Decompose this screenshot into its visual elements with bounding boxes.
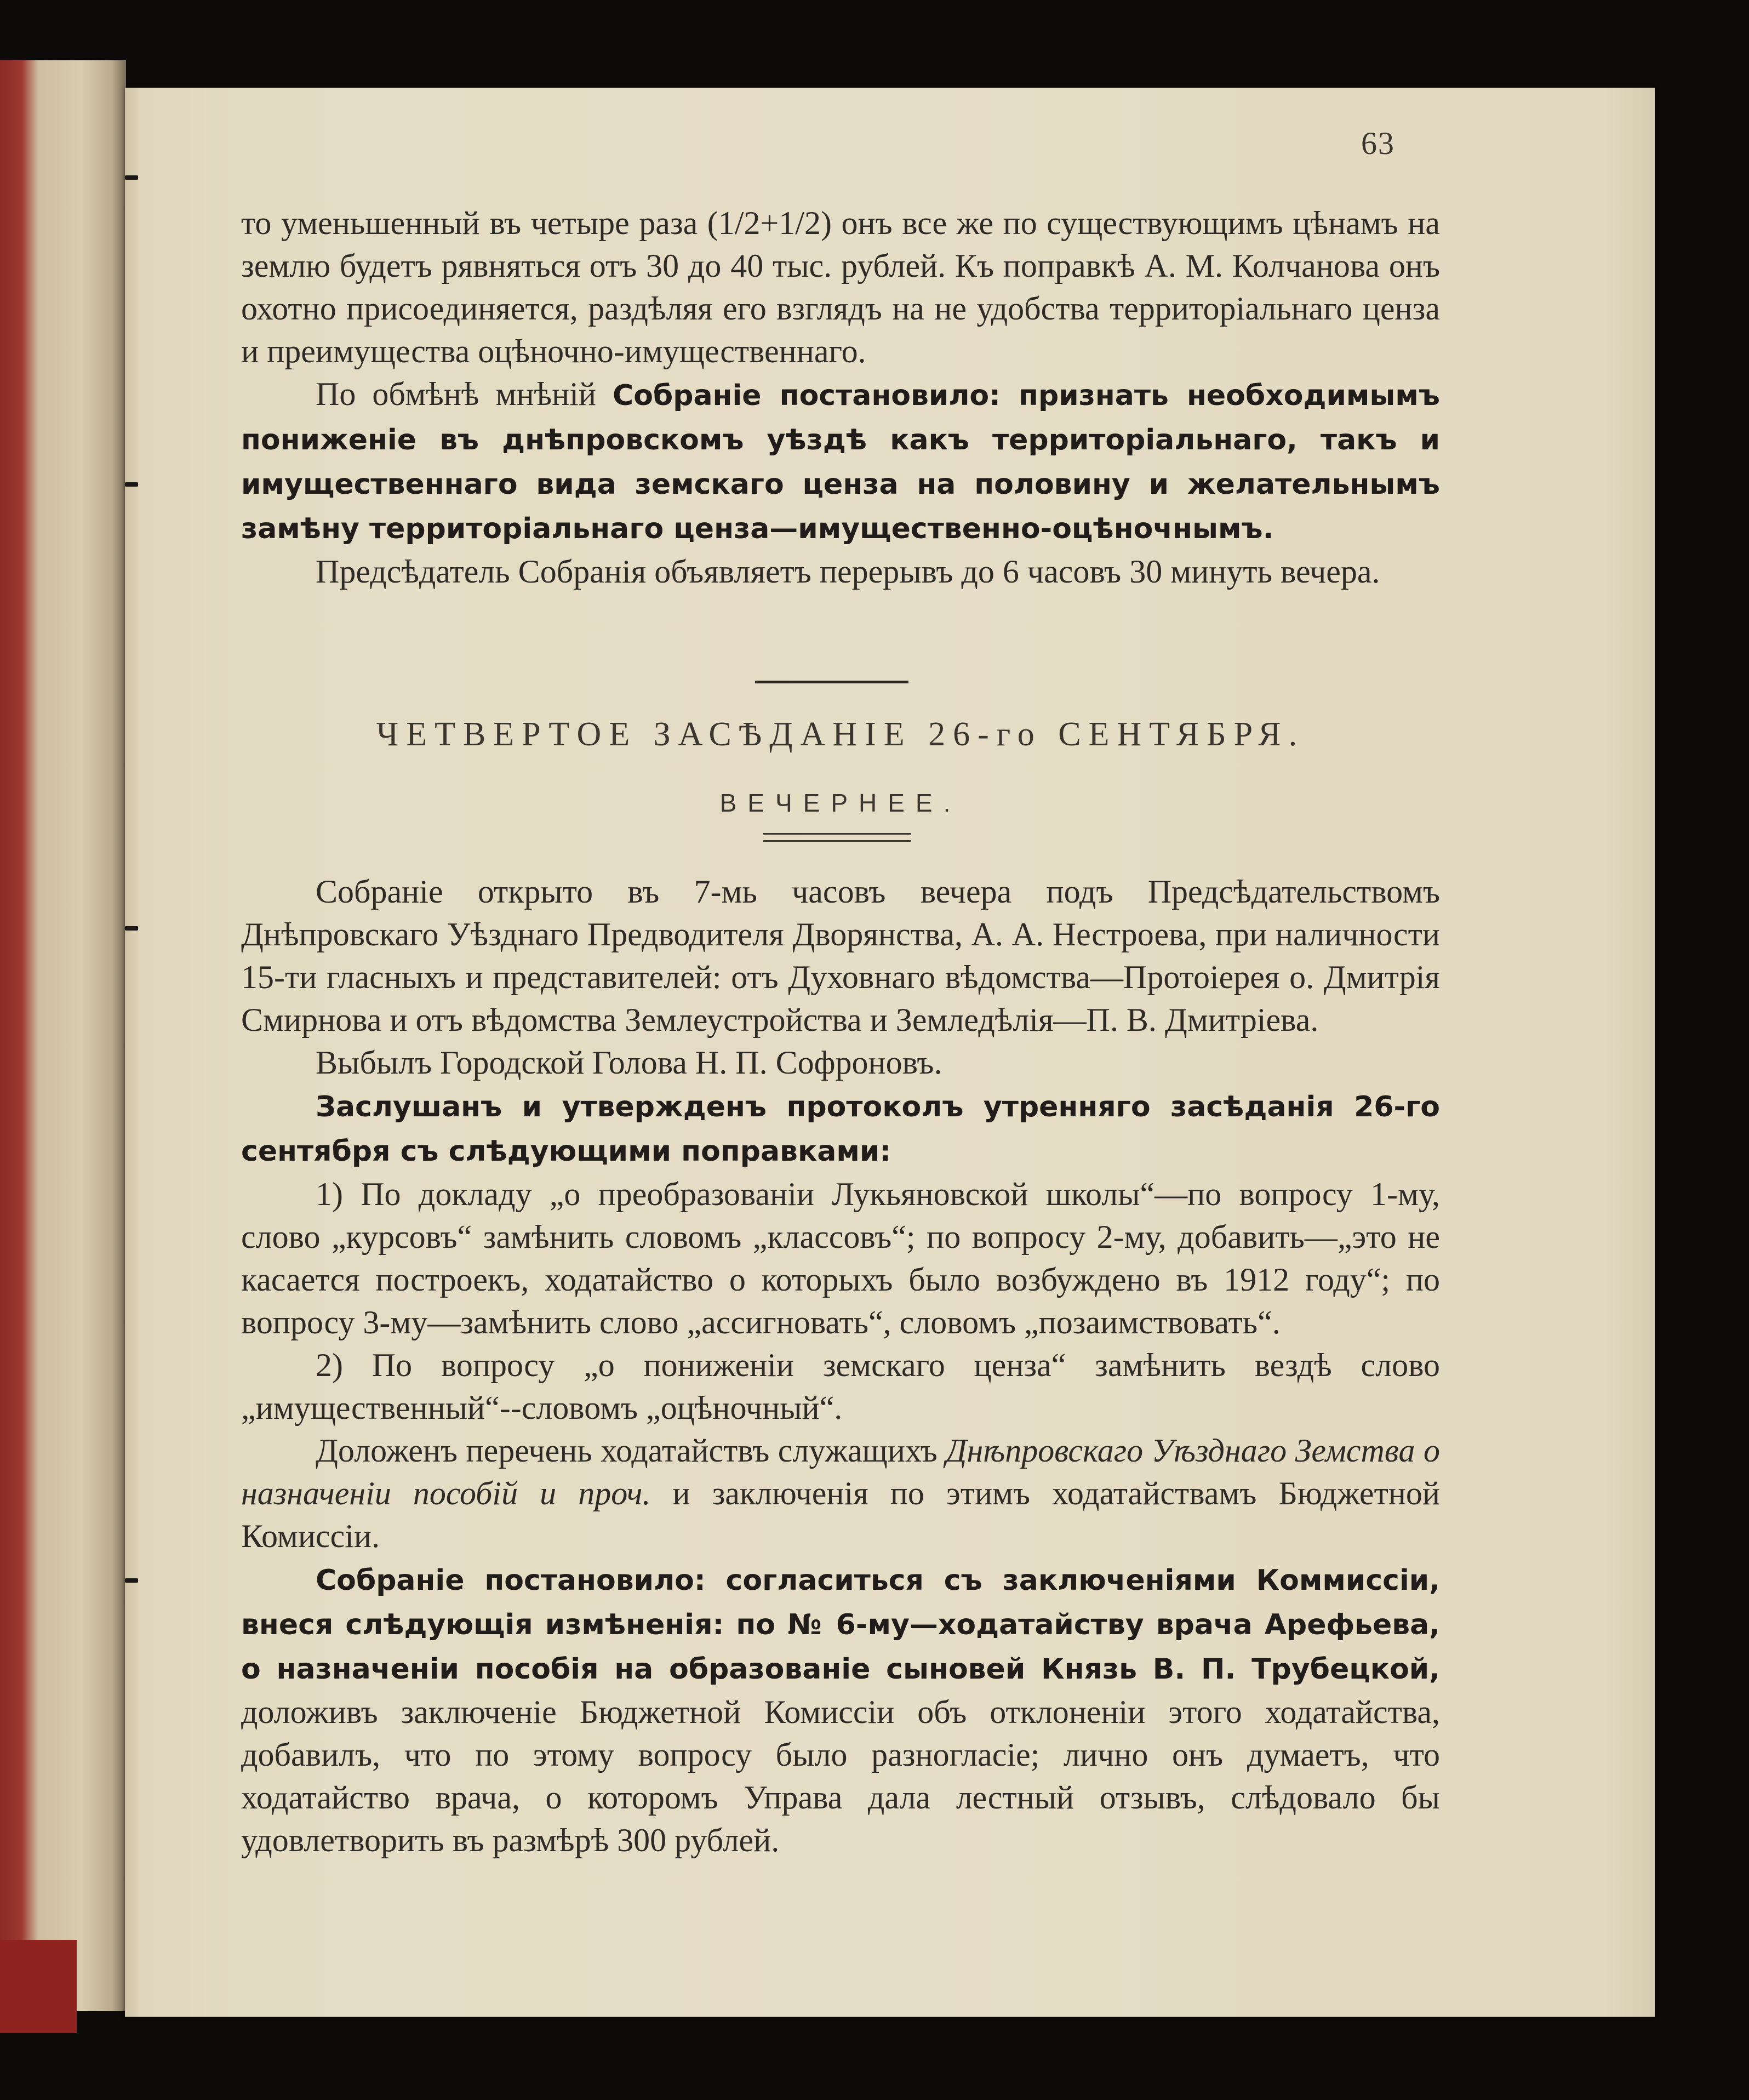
paragraph-resolution [241,373,1440,550]
binding-mark [125,1578,138,1583]
paragraph-amendment-1: 1) По докладу „о преобразованіи Лукьяновской школы“—по вопросу 1-му, слово „курсовъ“ замѣнить словомъ „классовъ“; по вопросу 2-му, добавить—„это не касается построекъ, ходатайство о которыхъ было возбуждено въ 1912 году“; по вопросу 3-му—замѣнить слово „ассигновать“, словомъ „позаимствовать“. [241,1176,1440,1340]
left-page-edge [0,60,126,2011]
paragraph-decision [241,1557,1440,1862]
binding-mark [125,175,138,180]
petitions-intro: Доложенъ перечень ходатайствъ служащихъ [316,1433,938,1469]
paragraph-break-announcement: Предсѣдатель Собранія объявляетъ перерывъ до 6 часовъ 30 минуть вечера. [316,553,1380,590]
petitions-tail: и заключенія по этимъ ходатайствамъ Бюджетной Комиссіи. [241,1475,1441,1554]
binding-mark [125,482,138,487]
session-heading: ЧЕТВЕРТОЕ ЗАСѢДАНІЕ 26-го СЕНТЯБРЯ. [376,716,1305,753]
top-text-section [241,202,1440,593]
paragraph-amendment-2: 2) По вопросу „о пониженіи земскаго ценза“ замѣнить вездѣ слово „имущественный“--словомъ „оцѣночный“. [241,1347,1440,1426]
book-page [125,88,1655,2017]
resolution-intro: По обмѣнѣ мнѣній [316,376,597,412]
page-number: 63 [1361,125,1395,161]
petitions-title: Днѣпровскаго Уѣзднаго Земства о назначеніи пособій и проч. [241,1433,1441,1511]
red-cover-edge [0,1940,77,2033]
decision-commentary: доложивъ заключеніе Бюджетной Комиссіи объ отклоненіи этого ходатайства, добавилъ, что по этому вопросу было разногласіе; лично онъ думаетъ, что ходатайство врача, о которомъ Управа дала лестный отзывъ, слѣдовало бы удовлетворить въ размѣрѣ 300 рублей. [241,1694,1440,1858]
protocol-approval: Заслушанъ и утвержденъ протоколъ утренняго засѣданія 26-го сентября съ слѣдующими поправками: [241,1091,1440,1168]
decision-text: Собраніе постановило: согласиться съ заключеніями Коммиссіи, внеся слѣдующія измѣненія: по № 6-му—ходатайству врача Арефьева, о назначеніи пособія на образованіе сыновей Князь В. П. Трубецкой, [241,1564,1440,1686]
paragraph-opening: Собраніе открыто въ 7-мь часовъ вечера подъ Предсѣдательствомъ Днѣпровскаго Уѣзднаго Предводителя Дворянства, А. А. Нестроева, при наличности 15-ти гласныхъ и представителей: отъ Духовнаго вѣдомства—Протоіерея о. Дмитрія Смирнова и отъ вѣдомства Землеустройства и Земледѣлія—П. В. Дмитріева. [241,874,1440,1038]
section-divider [755,681,908,683]
bottom-text-section [241,870,1440,1862]
resolution-text: Собраніе постановило: признать необходимымъ пониженіе въ днѣпровскомъ уѣздѣ какъ территоріальнаго, такъ и имущественнаго вида земскаго ценза на половину и желательнымъ замѣну территоріальнаго ценза—имущественно-оцѣночнымъ. [241,379,1441,545]
paragraph-petitions [241,1429,1440,1557]
paragraph-continuation: то уменьшенный въ четыре раза (1/2+1/2) онъ все же по существующимъ цѣнамъ на землю будетъ рявняться отъ 30 до 40 тыс. рублей. Къ поправкѣ А. М. Колчанова онъ охотно присоединяется, раздѣляя его взглядъ на не удобства территоріальнаго ценза и преимущества оцѣночно-имущественнаго. [241,205,1440,369]
paragraph-protocol [241,1084,1440,1173]
session-subheading: ВЕЧЕРНЕЕ. [719,789,962,817]
subheading-divider [763,833,911,842]
paragraph-absence: Выбылъ Городской Голова Н. П. Софроновъ. [316,1045,942,1081]
binding-mark [125,926,138,931]
